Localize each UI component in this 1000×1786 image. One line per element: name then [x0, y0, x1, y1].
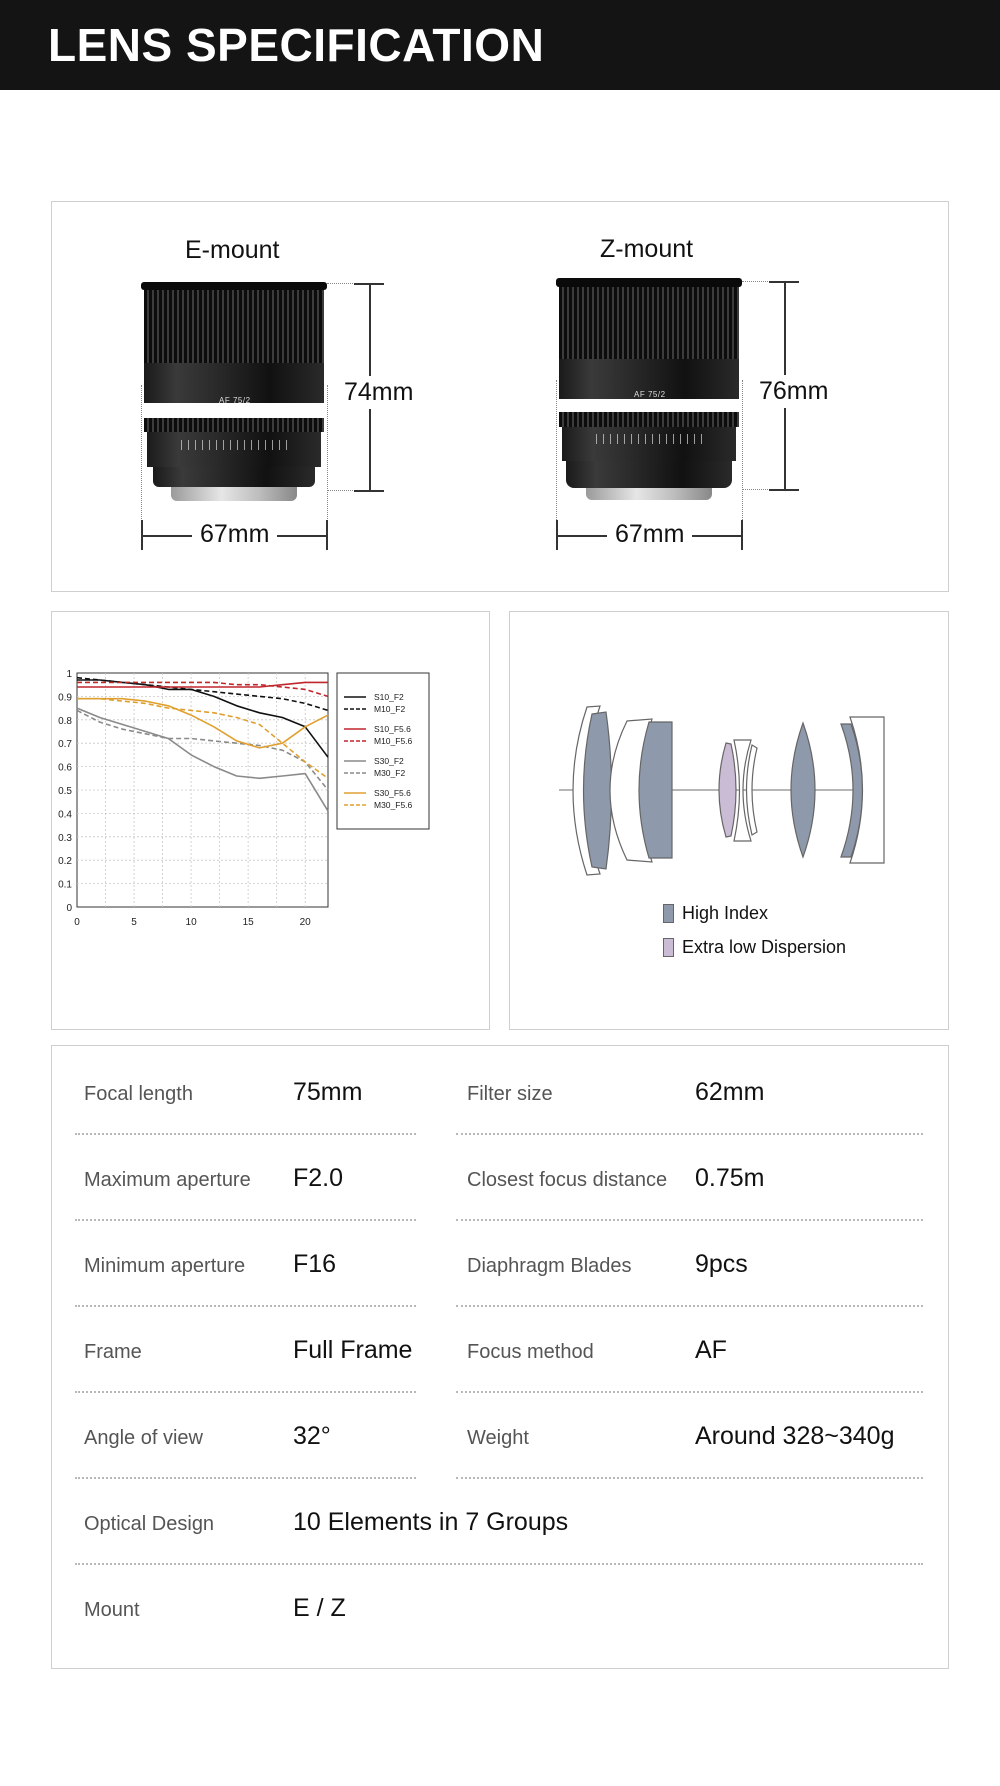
mtf-y-tick-label: 0.6 [58, 762, 72, 774]
e-mount-lens-image [141, 282, 327, 507]
high-index-swatch [663, 904, 674, 923]
mtf-legend-label: S10_F2 [374, 692, 404, 702]
mtf-series-s10-f2 [77, 680, 328, 757]
mtf-y-tick-label: 0.9 [58, 692, 72, 704]
weight-value: Around 328~340g [695, 1422, 895, 1450]
mtf-x-tick-label: 10 [185, 917, 197, 928]
filter-size-label: Filter size [467, 1083, 553, 1105]
mtf-y-tick-label: 0.5 [58, 786, 72, 797]
mtf-series-s10-f5-6 [77, 682, 328, 687]
e-mount-width: 67mm [192, 520, 277, 549]
optical-layout-diagram [509, 611, 949, 1030]
z-mount-lens-marking: AF 75/2 [634, 390, 666, 399]
mount-label: Mount [84, 1599, 140, 1621]
optical-design-value: 10 Elements in 7 Groups [293, 1508, 569, 1536]
mtf-x-tick-label: 5 [131, 917, 137, 928]
mtf-x-tick-label: 20 [299, 917, 311, 928]
frame-value: Full Frame [293, 1336, 413, 1364]
mtf-legend-label: M30_F2 [374, 768, 406, 778]
diaphragm-blades-value: 9pcs [695, 1250, 748, 1278]
mtf-legend-label: M30_F5.6 [374, 800, 413, 810]
mtf-legend-label: S30_F2 [374, 756, 404, 766]
mtf-x-tick-label: 0 [74, 917, 80, 928]
z-mount-lens-image [556, 278, 742, 508]
optical-design-label: Optical Design [84, 1513, 215, 1535]
page-title: LENS SPECIFICATION [48, 19, 545, 71]
minimum-aperture-label: Minimum aperture [84, 1255, 246, 1277]
e-mount-lens-marking: AF 75/2 [219, 396, 251, 405]
mtf-y-tick-label: 0.4 [58, 809, 72, 821]
mtf-y-tick-label: 0.7 [58, 739, 72, 751]
mtf-series-s30-f2 [77, 708, 328, 811]
mtf-legend-label: S30_F5.6 [374, 788, 411, 798]
mtf-y-tick-label: 0 [66, 903, 72, 914]
mtf-legend-label: M10_F2 [374, 704, 406, 714]
page-header [0, 0, 1000, 90]
maximum-aperture-label: Maximum aperture [84, 1169, 251, 1191]
extra-low-dispersion-swatch [663, 938, 674, 957]
mtf-y-tick-label: 0.3 [58, 832, 72, 844]
mtf-legend-label: M10_F5.6 [374, 736, 413, 746]
focal-length-label: Focal length [84, 1083, 193, 1105]
e-mount-height: 74mm [344, 376, 413, 409]
mtf-y-tick-label: 0.8 [58, 715, 72, 727]
weight-label: Weight [467, 1427, 529, 1449]
filter-size-value: 62mm [695, 1078, 765, 1106]
mtf-series-s30-f5-6 [77, 699, 328, 748]
high-index-label: High Index [682, 903, 769, 923]
diaphragm-blades-label: Diaphragm Blades [467, 1255, 632, 1277]
mtf-legend-label: S10_F5.6 [374, 724, 411, 734]
angle-of-view-label: Angle of view [84, 1427, 203, 1449]
focus-method-value: AF [695, 1336, 727, 1364]
closest-focus-distance-label: Closest focus distance [467, 1169, 668, 1191]
focal-length-value: 75mm [293, 1078, 363, 1106]
z-mount-title: Z-mount [600, 235, 694, 263]
z-mount-height: 76mm [759, 375, 828, 408]
maximum-aperture-value: F2.0 [293, 1164, 344, 1192]
focus-method-label: Focus method [467, 1341, 594, 1363]
minimum-aperture-value: F16 [293, 1250, 337, 1278]
frame-label: Frame [84, 1341, 142, 1363]
mtf-x-tick-label: 15 [242, 917, 254, 928]
mount-value: E / Z [293, 1594, 346, 1622]
mtf-y-tick-label: 0.1 [58, 879, 72, 891]
z-mount-width: 67mm [607, 520, 692, 549]
e-mount-title: E-mount [185, 236, 280, 264]
mtf-y-tick-label: 0.2 [58, 856, 72, 868]
mtf-chart [51, 611, 490, 1030]
extra-low-dispersion-label: Extra low Dispersion [682, 937, 847, 957]
angle-of-view-value: 32° [293, 1422, 331, 1450]
mtf-y-tick-label: 1 [66, 669, 72, 680]
mtf-series-m10-f2 [77, 678, 328, 711]
closest-focus-distance-value: 0.75m [695, 1164, 765, 1192]
